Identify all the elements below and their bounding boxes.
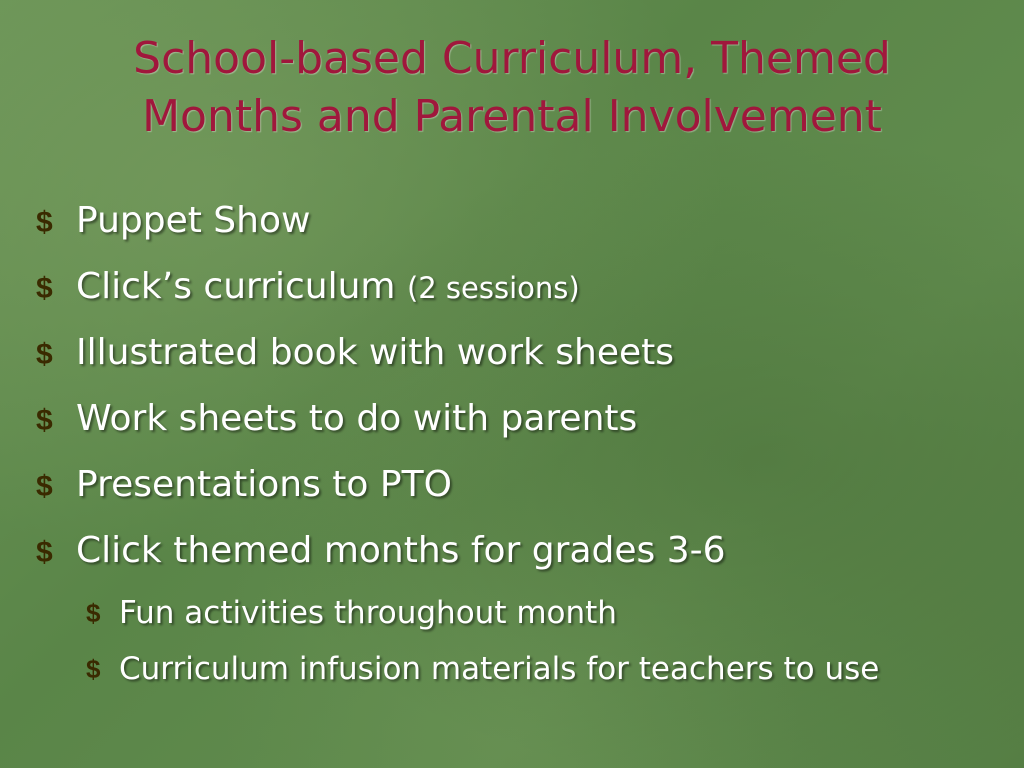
dollar-bullet-icon: $ [36, 404, 53, 437]
dollar-bullet-icon: $ [36, 470, 53, 503]
dollar-bullet-icon: $ [36, 338, 53, 371]
bullet-text: Presentations to PTO [76, 464, 452, 505]
title-line-1: School-based Curriculum, Themed [133, 33, 891, 84]
bullet-text: Illustrated book with work sheets [76, 332, 675, 373]
dollar-bullet-icon: $ [36, 272, 53, 305]
title-line-2: Months and Parental Involvement [142, 91, 882, 142]
bullet-text: Click themed months for grades 3-6 [76, 530, 726, 571]
bullet-item-illustrated-book [36, 320, 1006, 386]
bullet-item-presentations-pto [36, 452, 1006, 518]
subbullet-text: Curriculum infusion materials for teachers to use [119, 651, 880, 687]
bullet-item-work-sheets-parents [36, 386, 1006, 452]
subbullet-item-curriculum-infusion [86, 640, 1006, 696]
bullet-list [36, 188, 1006, 696]
subbullet-item-fun-activities [86, 584, 1006, 640]
bullet-note: (2 sessions) [406, 271, 580, 305]
slide-title [30, 30, 994, 146]
bullet-item-themed-months [36, 518, 1006, 584]
bullet-item-puppet-show [36, 188, 1006, 254]
bullet-text: Click’s curriculum [76, 266, 407, 307]
bullet-item-clicks-curriculum [36, 254, 1006, 320]
dollar-bullet-icon: $ [36, 206, 53, 239]
dollar-bullet-icon: $ [86, 598, 101, 628]
subbullet-text: Fun activities throughout month [119, 595, 617, 631]
bullet-text: Puppet Show [76, 200, 311, 241]
bullet-text: Work sheets to do with parents [76, 398, 638, 439]
dollar-bullet-icon: $ [36, 536, 53, 569]
dollar-bullet-icon: $ [86, 654, 101, 684]
